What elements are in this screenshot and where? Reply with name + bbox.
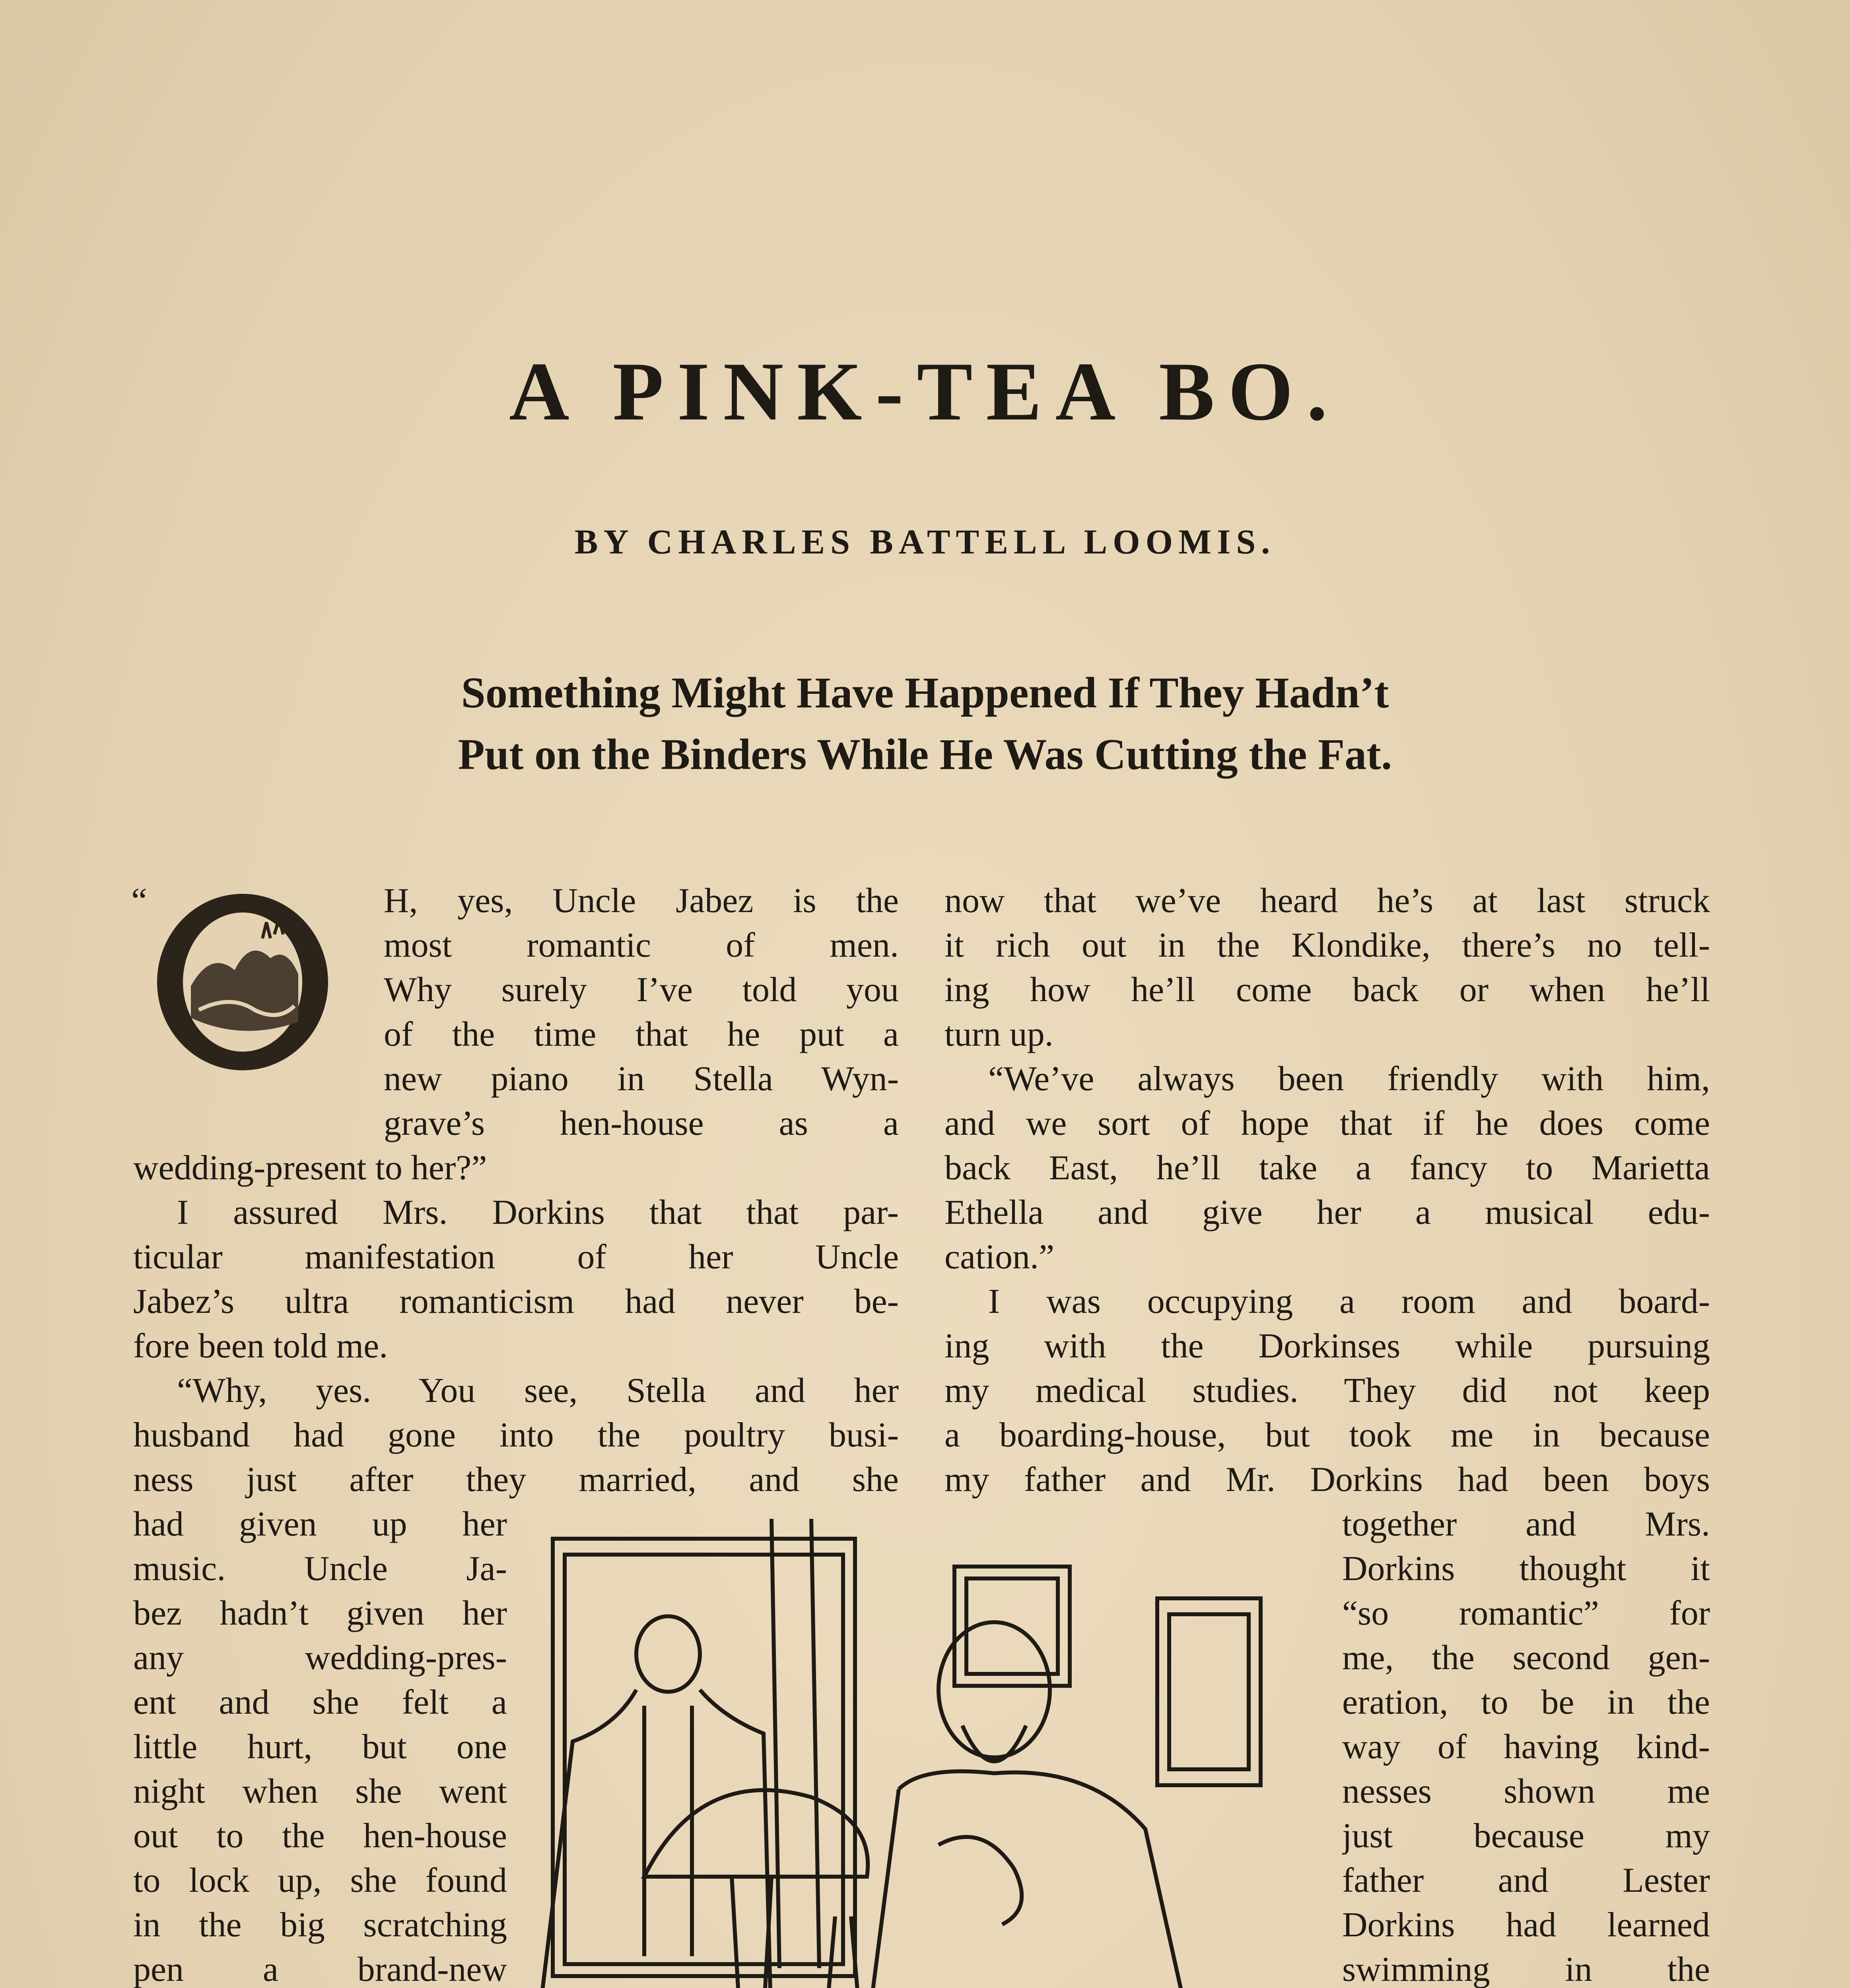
text-line: wedding-present to her?” bbox=[133, 1149, 487, 1187]
subhead-line: Put on the Binders While He Was Cutting the Fat. bbox=[458, 730, 1392, 779]
text-line: ing how he’ll come back or when he’ll bbox=[944, 971, 1710, 1009]
text-line: a boarding-house, but took me in because bbox=[944, 1416, 1710, 1454]
text-line: me, the second gen- bbox=[1342, 1639, 1710, 1677]
article-byline: BY CHARLES BATTELL LOOMIS. bbox=[574, 523, 1276, 561]
text-line: Jabez’s ultra romanticism had never be- bbox=[133, 1282, 899, 1321]
text-line: it rich out in the Klondike, there’s no tell- bbox=[944, 926, 1710, 965]
text-line: ticular manifestation of her Uncle bbox=[133, 1238, 899, 1276]
text-line: husband had gone into the poultry busi- bbox=[133, 1416, 899, 1454]
text-line: nesses shown me bbox=[1342, 1772, 1710, 1811]
right-column-bottom bbox=[1342, 1502, 1710, 1988]
text-line: Ethella and give her a musical edu- bbox=[944, 1193, 1710, 1232]
text-line: out to the hen-house bbox=[133, 1817, 507, 1855]
text-line: I assured Mrs. Dorkins that that par- bbox=[177, 1193, 899, 1232]
dropcap-open-quote: “ bbox=[131, 881, 147, 920]
text-line: together and Mrs. bbox=[1342, 1505, 1710, 1543]
article-title: A PINK-TEA BO. bbox=[509, 346, 1341, 438]
text-line: new piano in Stella Wyn- bbox=[384, 1060, 899, 1098]
text-line: my medical studies. They did not keep bbox=[944, 1371, 1710, 1410]
text-line: way of having kind- bbox=[1342, 1728, 1710, 1766]
text-line: little hurt, but one bbox=[133, 1728, 507, 1766]
text-line: had given up her bbox=[133, 1505, 507, 1543]
text-line: H, yes, Uncle Jabez is the bbox=[384, 881, 899, 920]
text-line: ent and she felt a bbox=[133, 1683, 507, 1722]
text-line: bez hadn’t given her bbox=[133, 1594, 507, 1633]
subhead-line: Something Might Have Happened If They Hadn’t bbox=[461, 668, 1389, 717]
text-line: ing with the Dorkinses while pursuing bbox=[944, 1327, 1710, 1365]
article-subhead bbox=[0, 662, 1850, 785]
text-line: just because my bbox=[1342, 1817, 1710, 1855]
text-line: now that we’ve heard he’s at last struck bbox=[944, 881, 1710, 920]
text-line: cation.” bbox=[944, 1238, 1055, 1276]
text-line: turn up. bbox=[944, 1015, 1053, 1054]
text-line: Dorkins had learned bbox=[1342, 1906, 1710, 1944]
text-line: father and Lester bbox=[1342, 1861, 1710, 1900]
text-line: to lock up, she found bbox=[133, 1861, 507, 1900]
illustration-two-men-with-lamp bbox=[525, 1519, 1332, 1988]
left-column-bottom bbox=[133, 1502, 507, 1988]
text-line: swimming in the bbox=[1342, 1950, 1710, 1988]
text-line: in the big scratching bbox=[133, 1906, 507, 1944]
text-line: “so romantic” for bbox=[1342, 1594, 1710, 1633]
text-line: back East, he’ll take a fancy to Marietta bbox=[944, 1149, 1710, 1187]
text-line: my father and Mr. Dorkins had been boys bbox=[944, 1460, 1710, 1499]
text-line: grave’s hen-house as a bbox=[384, 1104, 899, 1143]
text-line: and we sort of hope that if he does come bbox=[944, 1104, 1710, 1143]
text-line: any wedding-pres- bbox=[133, 1639, 507, 1677]
text-line: eration, to be in the bbox=[1342, 1683, 1710, 1722]
text-line: night when she went bbox=[133, 1772, 507, 1811]
left-column-top bbox=[133, 879, 899, 1502]
text-line: “We’ve always been friendly with him, bbox=[988, 1060, 1710, 1098]
text-line: Dorkins thought it bbox=[1342, 1549, 1710, 1588]
text-line: fore been told me. bbox=[133, 1327, 388, 1365]
right-column-top bbox=[944, 879, 1710, 1502]
text-line: Why surely I’ve told you bbox=[384, 971, 899, 1009]
text-line: music. Uncle Ja- bbox=[133, 1549, 507, 1588]
text-line: I was occupying a room and board- bbox=[988, 1282, 1710, 1321]
text-line: ness just after they married, and she bbox=[133, 1460, 899, 1499]
text-line: of the time that he put a bbox=[384, 1015, 899, 1054]
text-line: most romantic of men. bbox=[384, 926, 899, 965]
text-line: pen a brand-new bbox=[133, 1950, 507, 1988]
text-line: “Why, yes. You see, Stella and her bbox=[177, 1371, 899, 1410]
